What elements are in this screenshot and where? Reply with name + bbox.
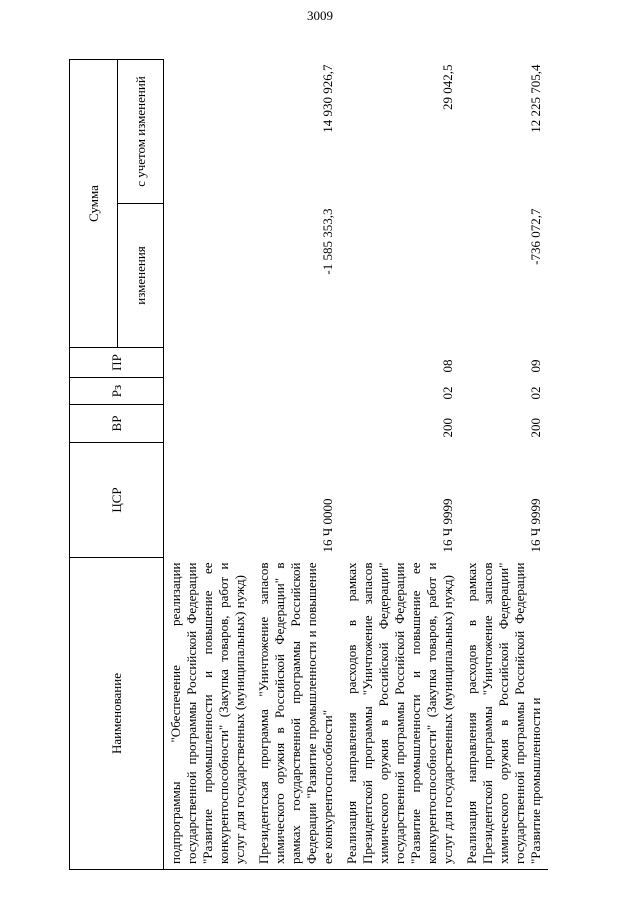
row-name: подпрограммы "Обеспечение реализации государственной программы Российской Федерации "Развитие промышленности и повышение ее конкурентоспособности" (Закупка товаров, работ и услуг для государственных (муниципальных) нужд) bbox=[164, 558, 253, 870]
budget-table bbox=[69, 59, 548, 870]
header-csr: ЦСР bbox=[70, 443, 164, 558]
row-csr: 16 Ч 9999 bbox=[528, 498, 543, 553]
row-name: Реализация направления расходов в рамках Президентской программы "Уничтожение запасов химического оружия в Российской Федерации" государственной программы Российской Федерации "Развитие промышленности и повышение ее конкурентоспособности" (Закупка товаров, работ и услуг для государственных (муниципальных) нужд) bbox=[340, 558, 460, 870]
row-changes bbox=[164, 204, 253, 348]
row-name: Реализация направления расходов в рамках Президентской программы "Уничтожение запасов химического оружия в Российской Федерации" государственной программы Российской Федерации "Развитие промышленности и bbox=[460, 558, 548, 870]
row-with-changes: 12 225 705,4 bbox=[528, 64, 543, 133]
row-rz: 02 bbox=[440, 386, 455, 400]
header-sum: Сумма bbox=[70, 60, 118, 348]
row-csr: 16 Ч 0000 bbox=[320, 498, 335, 553]
row-changes bbox=[340, 204, 460, 348]
table-row bbox=[252, 60, 340, 870]
row-csr: 16 Ч 9999 bbox=[440, 498, 455, 553]
row-name: Президентская программа "Уничтожение запасов химического оружия в Российской Федерации" в рамках государственной программы Российской Федерации "Развитие промышленности и повышение ее конкурентоспособности" bbox=[252, 558, 340, 870]
row-vr: 200 bbox=[528, 418, 543, 438]
row-with-changes bbox=[164, 60, 253, 204]
row-pr: 09 bbox=[528, 359, 543, 373]
table-row bbox=[164, 60, 253, 870]
header-changes: изменения bbox=[118, 204, 164, 348]
header-with-changes: с учетом изменений bbox=[118, 60, 164, 204]
row-rz: 02 bbox=[528, 386, 543, 400]
row-rz bbox=[164, 378, 253, 405]
row-with-changes: 14 930 926,7 bbox=[320, 64, 335, 133]
row-csr bbox=[164, 443, 253, 558]
row-vr bbox=[164, 405, 253, 443]
row-changes: -1 585 353,3 bbox=[320, 208, 335, 275]
row-vr bbox=[252, 405, 340, 443]
row-pr bbox=[252, 348, 340, 378]
row-rz bbox=[252, 378, 340, 405]
table-row bbox=[340, 60, 460, 870]
row-pr bbox=[164, 348, 253, 378]
page-number: 3009 bbox=[307, 8, 333, 23]
header-name: Наименование bbox=[70, 558, 164, 870]
header-rz: Рз bbox=[70, 378, 164, 405]
header-pr: ПР bbox=[70, 348, 164, 378]
row-changes: -736 072,7 bbox=[528, 208, 543, 265]
row-vr: 200 bbox=[440, 418, 455, 438]
row-with-changes: 29 042,5 bbox=[440, 64, 455, 110]
row-pr: 08 bbox=[440, 359, 455, 373]
rotated-page-content bbox=[69, 60, 629, 870]
table-row bbox=[460, 60, 548, 870]
header-vr: ВР bbox=[70, 405, 164, 443]
